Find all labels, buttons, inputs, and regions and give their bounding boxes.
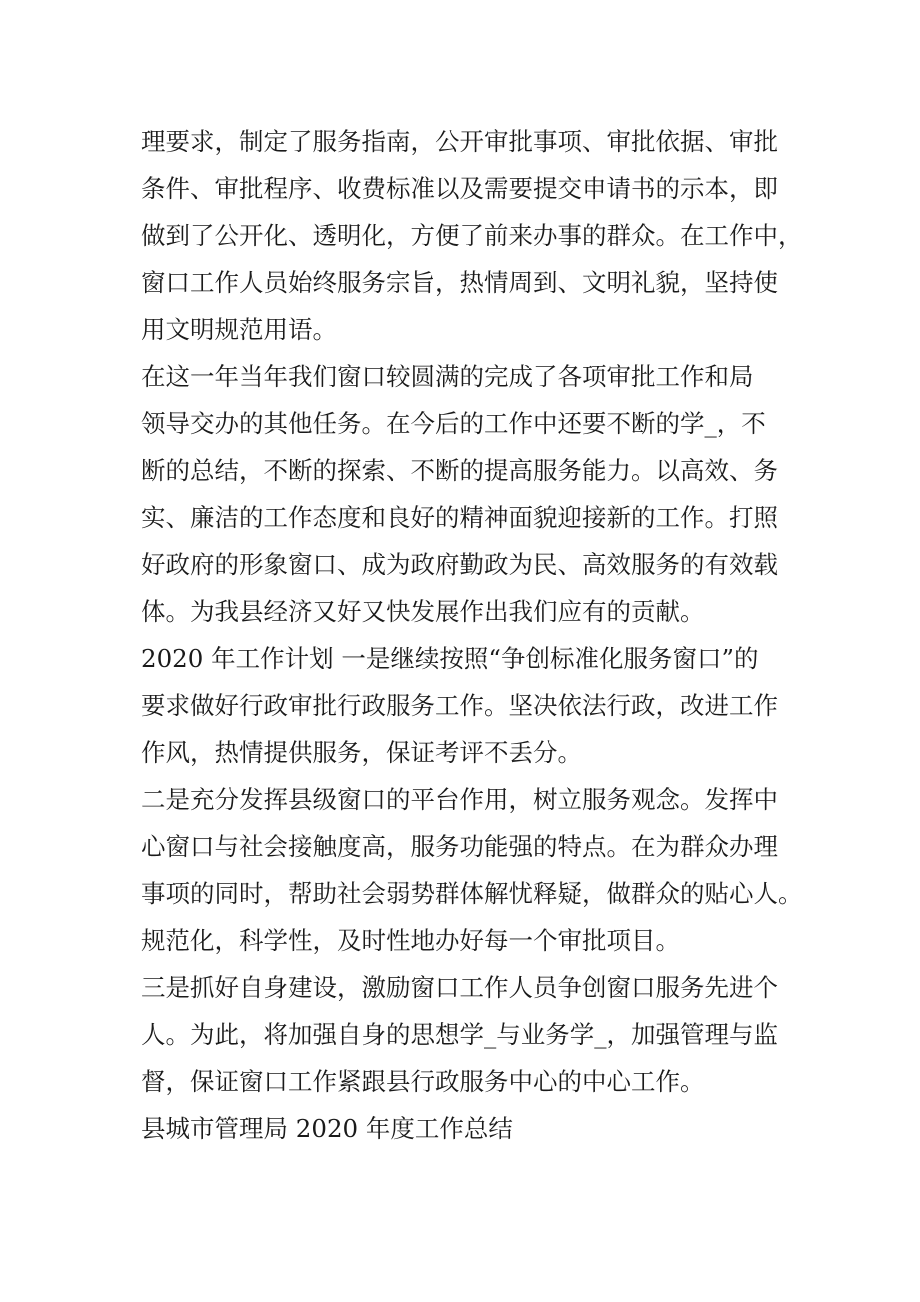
text-line: 好政府的形象窗口、成为政府勤政为民、高效服务的有效载 <box>141 550 778 579</box>
text-line: 在这一年当年我们窗口较圆满的完成了各项审批工作和局 <box>141 362 754 391</box>
text-line: 理要求，制定了服务指南，公开审批事项、审批依据、审批 <box>141 127 778 156</box>
text-line: 条件、审批程序、收费标准以及需要提交申请书的示本，即 <box>141 174 778 203</box>
text-line: 规范化，科学性，及时性地办好每一个审批项目。 <box>141 926 680 955</box>
text-line: 二是充分发挥县级窗口的平台作用，树立服务观念。发挥中 <box>141 785 778 814</box>
text-line: 领导交办的其他任务。在今后的工作中还要不断的学_，不 <box>141 409 766 438</box>
text-line: 窗口工作人员始终服务宗旨，热情周到、文明礼貌，坚持使 <box>141 268 778 297</box>
section-heading: 县城市管理局 2020 年度工作总结 <box>141 1114 513 1143</box>
text-line: 用文明规范用语。 <box>141 315 337 344</box>
text-line: 人。为此，将加强自身的思想学_与业务学_，加强管理与监 <box>141 1020 778 1049</box>
text-line: 做到了公开化、透明化，方便了前来办事的群众。在工作中， <box>141 221 803 250</box>
text-line: 2020 年工作计划 一是继续按照“争创标准化服务窗口”的 <box>141 644 759 673</box>
document-body <box>141 118 803 1152</box>
text-line: 事项的同时，帮助社会弱势群体解忧释疑，做群众的贴心人。 <box>141 879 803 908</box>
text-line: 心窗口与社会接触度高，服务功能强的特点。在为群众办理 <box>141 832 778 861</box>
text-line: 三是抓好自身建设，激励窗口工作人员争创窗口服务先进个 <box>141 973 778 1002</box>
text-line: 督，保证窗口工作紧跟县行政服务中心的中心工作。 <box>141 1067 705 1096</box>
text-line: 实、廉洁的工作态度和良好的精神面貌迎接新的工作。打照 <box>141 503 778 532</box>
text-line: 断的总结，不断的探索、不断的提高服务能力。以高效、务 <box>141 456 778 485</box>
text-line: 体。为我县经济又好又快发展作出我们应有的贡献。 <box>141 597 705 626</box>
text-line: 要求做好行政审批行政服务工作。坚决依法行政，改进工作 <box>141 691 778 720</box>
text-line: 作风，热情提供服务，保证考评不丢分。 <box>141 738 582 767</box>
